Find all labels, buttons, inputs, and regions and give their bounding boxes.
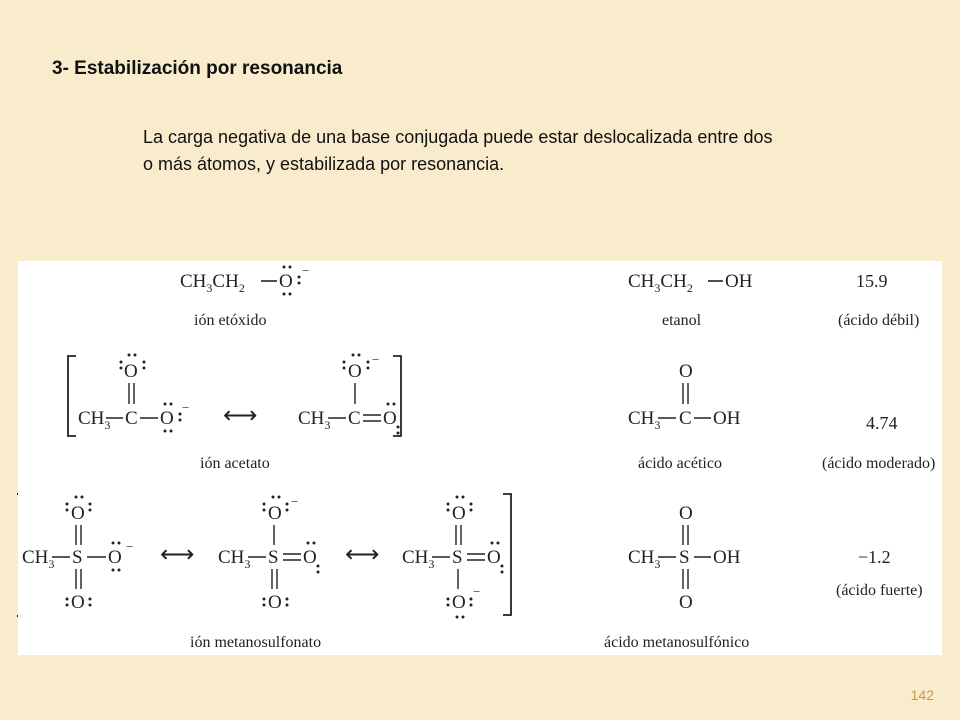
svg-text:O: O [487, 547, 501, 568]
svg-text:C: C [348, 408, 361, 429]
svg-text:O: O [268, 503, 282, 524]
svg-text:CH3: $CH_3$ [78, 408, 111, 432]
acetic-acid-structure [628, 361, 741, 432]
slide-paragraph: La carga negativa de una base conjugada puede estar deslocalizada entre dos o más átomos, y estabilizada por resonancia. [143, 127, 773, 174]
svg-text:S: S [72, 547, 83, 568]
svg-text:CH3CH2: $CH_3CH_2$ [628, 271, 693, 295]
ethanol-structure [628, 271, 753, 295]
ethoxide-structure [180, 263, 309, 296]
methanesulfonate-resonance-2 [218, 494, 320, 613]
pka-ethanol: 15.9 [856, 271, 888, 291]
pka-acetic: 4.74 [866, 413, 898, 433]
svg-text:S: S [452, 547, 463, 568]
resonance-arrow: ⟷ [223, 403, 258, 429]
svg-text:S: S [268, 547, 279, 568]
svg-text:O: O [71, 503, 85, 524]
pka-methanesulfonic: −1.2 [858, 547, 891, 567]
svg-text:CH3CH2: $CH_3CH_2$ [180, 271, 245, 295]
svg-text:CH3: $CH_3$ [298, 408, 331, 432]
svg-text:−: − [302, 263, 310, 278]
svg-text:CH3: $CH_3$ [628, 408, 661, 432]
svg-text:−: − [372, 352, 380, 367]
svg-text:O: O [679, 503, 693, 524]
methanesulfonic-acid-caption: ácido metanosulfónico [604, 634, 750, 651]
resonance-arrow: ⟷ [345, 542, 380, 568]
methanesulfonate-resonance-3 [402, 494, 511, 619]
svg-text:CH3: $CH_3$ [402, 547, 435, 571]
acetate-resonance-1 [68, 354, 189, 437]
svg-text:O: O [452, 592, 466, 613]
strength-methanesulfonic: (ácido fuerte) [836, 582, 923, 599]
acidity-figure [18, 261, 942, 655]
svg-text:O: O [108, 547, 122, 568]
svg-text:O: O [452, 503, 466, 524]
svg-text:−: − [126, 539, 134, 554]
acidity-figure-svg [18, 261, 942, 655]
svg-text:OH: OH [725, 271, 753, 292]
strength-ethanol: (ácido débil) [838, 312, 920, 329]
svg-text:−: − [291, 494, 299, 509]
slide-heading: 3- Estabilización por resonancia [52, 58, 343, 79]
svg-text:O: O [71, 592, 85, 613]
acetate-resonance-2 [298, 352, 401, 436]
svg-text:O: O [679, 592, 693, 613]
ethoxide-caption: ión etóxido [194, 312, 267, 329]
svg-text:OH: OH [713, 547, 741, 568]
svg-text:S: S [679, 547, 690, 568]
svg-text:C: C [679, 408, 692, 429]
methanesulfonate-resonance-1 [22, 496, 133, 614]
svg-text:C: C [125, 408, 138, 429]
ethanol-caption: etanol [662, 312, 702, 329]
svg-text:O: O [268, 592, 282, 613]
methanesulfonate-caption: ión metanosulfonato [190, 634, 322, 651]
svg-text:CH3: $CH_3$ [628, 547, 661, 571]
svg-text:−: − [182, 400, 190, 415]
svg-text:O: O [383, 408, 397, 429]
acetate-caption: ión acetato [200, 455, 270, 472]
svg-text:O: O [160, 408, 174, 429]
strength-acetic: (ácido moderado) [822, 455, 936, 472]
svg-text:CH3: $CH_3$ [22, 547, 55, 571]
svg-text:OH: OH [713, 408, 741, 429]
page-number: 142 [910, 687, 934, 703]
svg-text:−: − [473, 584, 481, 599]
svg-text:O: O [279, 271, 293, 292]
svg-text:O: O [679, 361, 693, 382]
svg-text:O: O [348, 361, 362, 382]
acetic-acid-caption: ácido acético [638, 455, 722, 472]
svg-text:O: O [303, 547, 317, 568]
resonance-arrow: ⟷ [160, 542, 195, 568]
svg-text:O: O [124, 361, 138, 382]
methanesulfonic-acid-structure [628, 503, 741, 613]
svg-text:CH3: $CH_3$ [218, 547, 251, 571]
